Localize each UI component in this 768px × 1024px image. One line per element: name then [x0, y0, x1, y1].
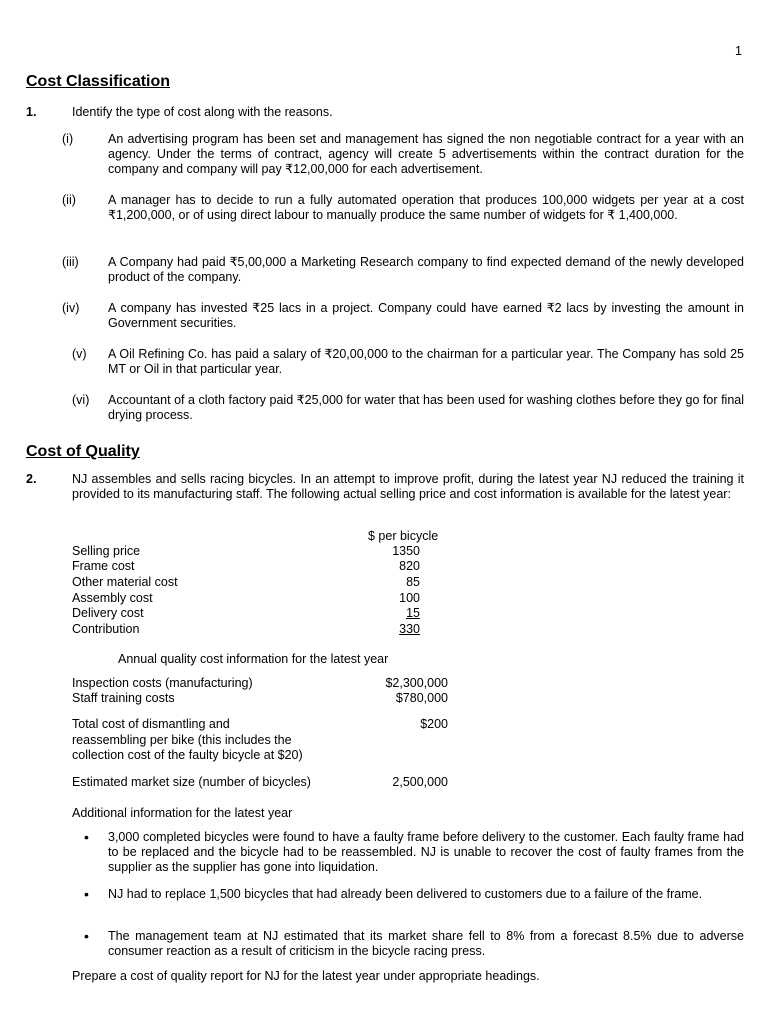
item-label-v: (v): [72, 347, 87, 361]
question-number-1: 1.: [26, 105, 37, 119]
item-label-vi: (vi): [72, 393, 90, 407]
bullet-text: 3,000 completed bicycles were found to have a faulty frame before delivery to the customer. Each faulty frame had to be replaced and the bicycle had to be reassembled. NJ is unable to recover the cost of faulty frames from the supplier as the supplier has gone into liquidation.: [108, 830, 744, 874]
bullet-dot: •: [84, 928, 89, 944]
item-text-iv: A company has invested ₹25 lacs in a project. Company could have earned ₹2 lacs by investing the amount in Government securities.: [108, 301, 744, 330]
item-text-iii: A Company had paid ₹5,00,000 a Marketing Research company to find expected demand of the newly developed product of the company.: [108, 255, 744, 284]
item-label-ii: (ii): [62, 193, 76, 207]
item-label-iv: (iv): [62, 301, 80, 315]
annual-cost-heading: Annual quality cost information for the latest year: [118, 652, 389, 666]
bullet-text: The management team at NJ estimated that its market share fell to 8% from a forecast 8.5% due to adverse consumer reaction as a result of criticism in the bicycle racing press.: [108, 929, 744, 958]
page-number: 1: [735, 44, 742, 58]
price-row-label: Frame cost: [72, 559, 135, 573]
bullet-text: NJ had to replace 1,500 bicycles that had already been delivered to customers due to a failure of the frame.: [108, 887, 703, 901]
price-row-value: 100: [399, 591, 420, 605]
dismantle-label-line: Total cost of dismantling and: [72, 717, 230, 731]
item-text-vi: Accountant of a cloth factory paid ₹25,000 for water that has been used for washing clothes before they go for final drying process.: [108, 393, 744, 422]
item-text-i: An advertising program has been set and management has signed the non negotiable contract for a year with an agency. Under the terms of contract, agency will create 5 advertisements within the contract duration for the company and company will pay ₹12,00,000 for each advertisement.: [108, 132, 744, 176]
dismantle-label-line: collection cost of the faulty bicycle at $20): [72, 748, 303, 762]
price-row-label: Delivery cost: [72, 606, 144, 620]
item-text-v: A Oil Refining Co. has paid a salary of ₹20,00,000 to the chairman for a particular year. The Company has sold 25 MT or Oil in that particular year.: [108, 347, 744, 376]
price-table-header: $ per bicycle: [368, 529, 439, 543]
bullet-dot: •: [84, 886, 89, 902]
bullet-dot: •: [84, 829, 89, 845]
price-row-value: 1350: [392, 544, 420, 558]
price-row-label: Other material cost: [72, 575, 178, 589]
annual-row-value: $780,000: [395, 691, 448, 705]
price-row-value: 85: [406, 575, 420, 589]
dismantle-label-line: reassembling per bike (this includes the: [72, 733, 292, 747]
section-heading-cost-classification: Cost Classification: [26, 73, 171, 90]
annual-row-value: $2,300,000: [385, 676, 448, 690]
price-row-label: Selling price: [72, 544, 141, 558]
question-1-text: Identify the type of cost along with the reasons.: [72, 105, 333, 119]
price-row-label: Assembly cost: [72, 591, 153, 605]
dismantle-value: $200: [420, 717, 448, 731]
price-row-value: 820: [399, 559, 420, 573]
additional-info-heading: Additional information for the latest year: [72, 806, 293, 820]
price-row-value: 330: [399, 622, 420, 636]
question-number-2: 2.: [26, 472, 37, 486]
annual-row-label: Inspection costs (manufacturing): [72, 676, 253, 690]
market-size-label: Estimated market size (number of bicycles): [72, 775, 311, 789]
section-heading-cost-of-quality: Cost of Quality: [26, 443, 140, 460]
price-row-value: 15: [406, 606, 420, 620]
annual-row-label: Staff training costs: [72, 691, 175, 705]
price-row-label: Contribution: [72, 622, 140, 636]
closing-instruction: Prepare a cost of quality report for NJ for the latest year under appropriate headings.: [72, 969, 540, 983]
market-size-value: 2,500,000: [392, 775, 448, 789]
item-label-i: (i): [62, 132, 74, 146]
item-label-iii: (iii): [62, 255, 79, 269]
item-text-ii: A manager has to decide to run a fully automated operation that produces 100,000 widgets per year at a cost ₹1,200,000, or of using direct labour to manually produce the same number of widgets for ₹ 1,400,000.: [108, 193, 744, 222]
question-2-intro: NJ assembles and sells racing bicycles. In an attempt to improve profit, during the latest year NJ reduced the training it provided to its manufacturing staff. The following actual selling price and cost information is available for the latest year:: [72, 472, 744, 501]
